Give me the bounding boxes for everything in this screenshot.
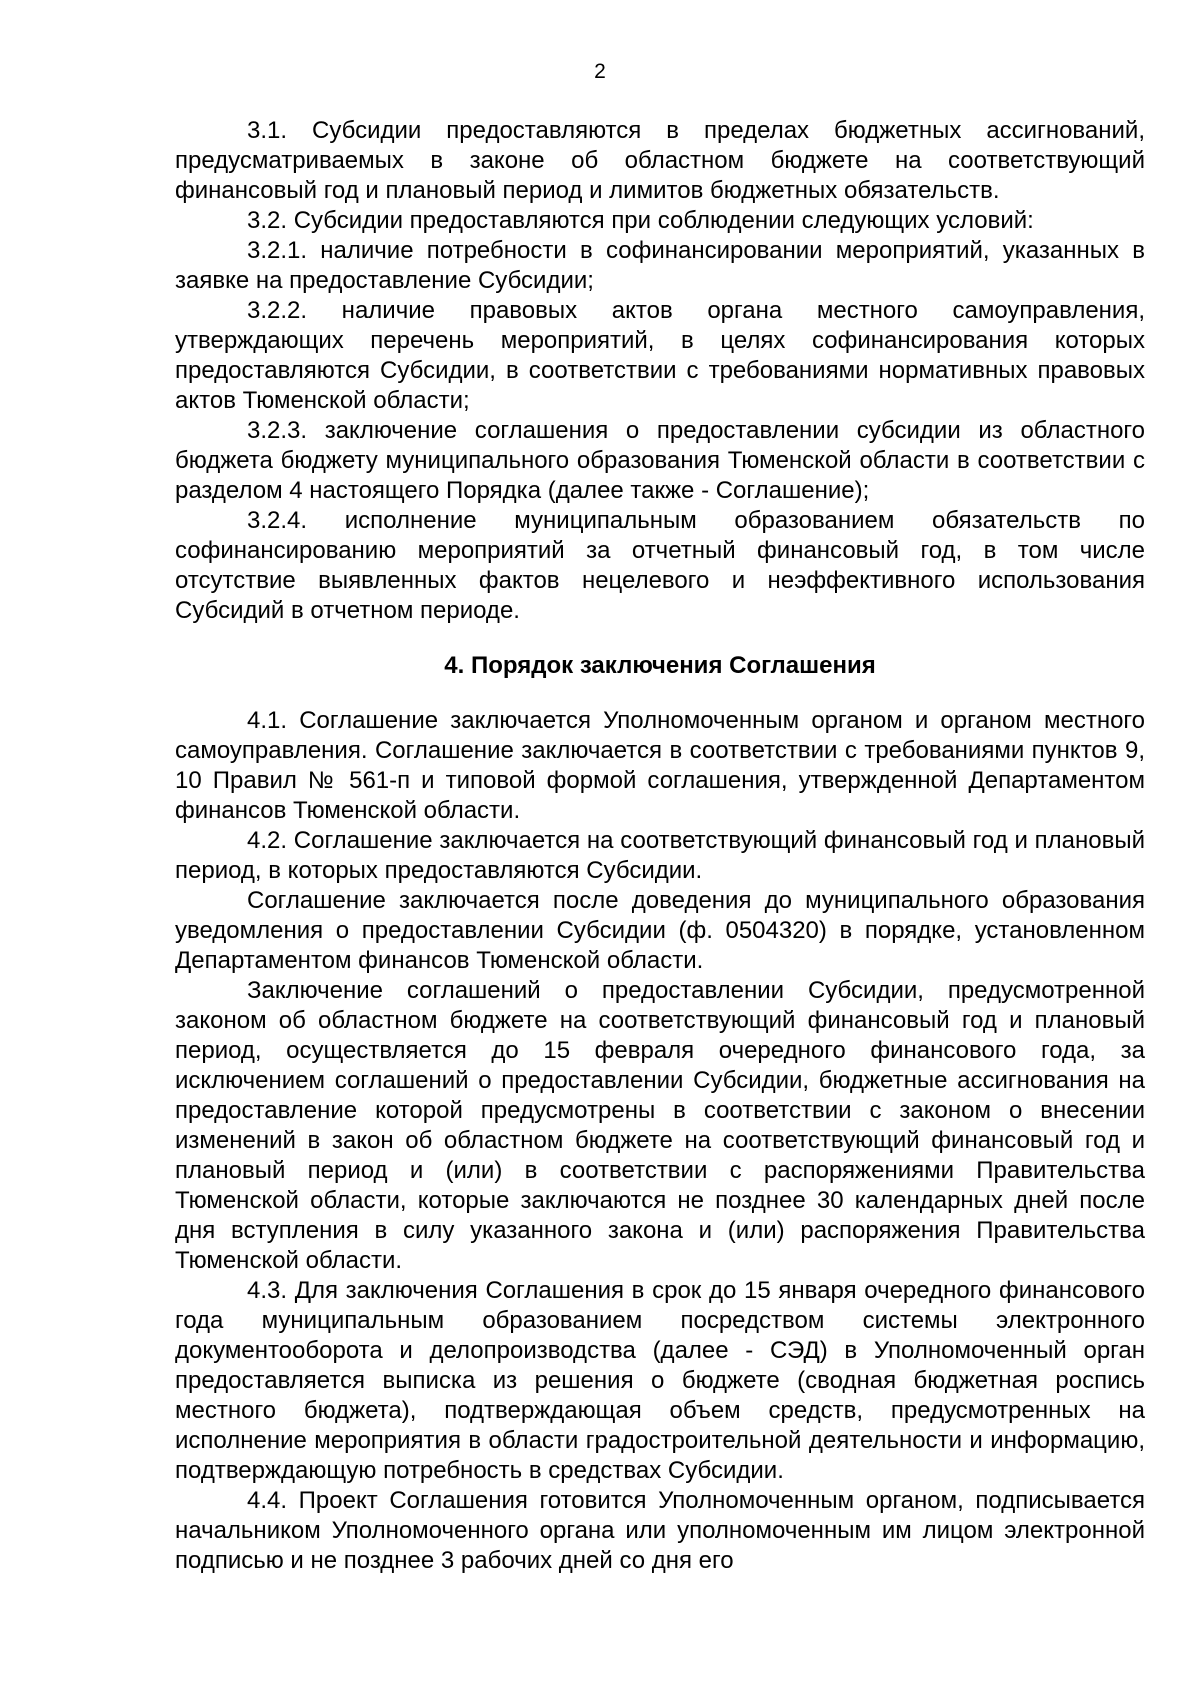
- paragraph-4-3: 4.3. Для заключения Соглашения в срок до 15 января очередного финансового года муниципальным образованием посредством системы электронного документооборота и делопроизводства (далее - СЭД) в Уполномоченный орган предоставляется выписка из решения о бюджете (сводная бюджетная роспись местного бюджета), подтверждающая объем средств, предусмотренных на исполнение мероприятия в области градостроительной деятельности и информацию, подтверждающую потребность в средствах Субсидии.: [175, 1277, 1145, 1484]
- document-body: [175, 116, 1145, 1576]
- paragraph-3-2-3: 3.2.3. заключение соглашения о предоставлении субсидии из областного бюджета бюджету муниципального образования Тюменской области в соответствии с разделом 4 настоящего Порядка (далее также - Соглашение);: [175, 417, 1145, 504]
- paragraph-4-4: 4.4. Проект Соглашения готовится Уполномоченным органом, подписывается начальником Уполномоченного органа или уполномоченным им лицом электронной подписью и не позднее 3 рабочих дней со дня его: [175, 1487, 1145, 1574]
- paragraph-3-1: 3.1. Субсидии предоставляются в пределах бюджетных ассигнований, предусматриваемых в законе об областном бюджете на соответствующий финансовый год и плановый период и лимитов бюджетных обязательств.: [175, 117, 1145, 204]
- page-number: 2: [594, 60, 606, 83]
- paragraph-4-2-deadline: Заключение соглашений о предоставлении Субсидии, предусмотренной законом об областном бюджете на соответствующий финансовый год и плановый период, осуществляется до 15 февраля очередного финансового года, за исключением соглашений о предоставлении Субсидии, бюджетные ассигнования на предоставление которой предусмотрены в соответствии с законом о внесении изменений в закон об областном бюджете на соответствующий финансовый год и плановый период и (или) в соответствии с распоряжениями Правительства Тюменской области, которые заключаются не позднее 30 календарных дней после дня вступления в силу указанного закона и (или) распоряжения Правительства Тюменской области.: [175, 977, 1145, 1274]
- paragraph-3-2-1: 3.2.1. наличие потребности в софинансировании мероприятий, указанных в заявке на предоставление Субсидии;: [175, 237, 1145, 294]
- paragraph-4-2: 4.2. Соглашение заключается на соответствующий финансовый год и плановый период, в которых предоставляются Субсидии.: [175, 827, 1145, 884]
- paragraph-3-2-2: 3.2.2. наличие правовых актов органа местного самоуправления, утверждающих перечень мероприятий, в целях софинансирования которых предоставляются Субсидии, в соответствии с требованиями нормативных правовых актов Тюменской области;: [175, 297, 1145, 414]
- section-heading: 4. Порядок заключения Соглашения: [444, 652, 876, 679]
- paragraph-4-1: 4.1. Соглашение заключается Уполномоченным органом и органом местного самоуправления. Соглашение заключается в соответствии с требованиями пунктов 9, 10 Правил № 561-п и типовой формой соглашения, утвержденной Департаментом финансов Тюменской области.: [175, 707, 1145, 824]
- paragraph-3-2-4: 3.2.4. исполнение муниципальным образованием обязательств по софинансированию мероприятий за отчетный финансовый год, в том числе отсутствие выявленных фактов нецелевого и неэффективного использования Субсидий в отчетном периоде.: [175, 507, 1145, 624]
- paragraph-4-2-signing: Соглашение заключается после доведения до муниципального образования уведомления о предоставлении Субсидии (ф. 0504320) в порядке, установленном Департаментом финансов Тюменской области.: [175, 887, 1145, 974]
- paragraph-3-2: 3.2. Субсидии предоставляются при соблюдении следующих условий:: [247, 207, 1034, 234]
